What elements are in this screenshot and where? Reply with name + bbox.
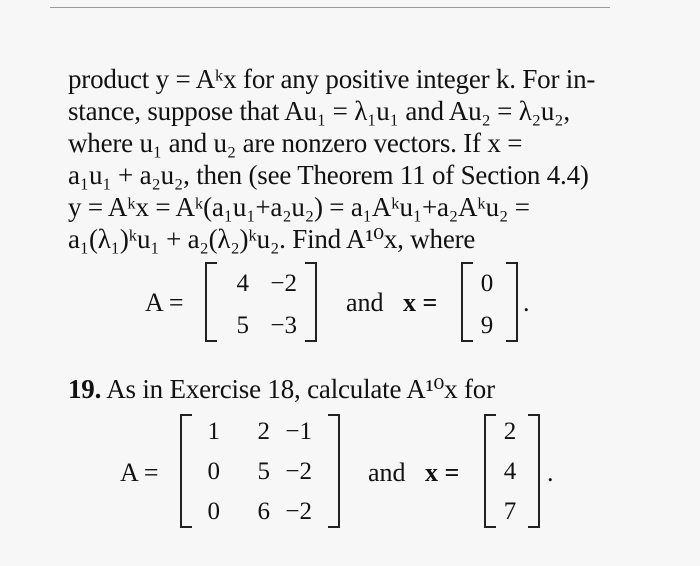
p19-vector-cell: 4: [503, 458, 517, 485]
p18-period: .: [523, 288, 530, 317]
p18-line-6: a₁(λ₁)ᵏu₁ + a₂(λ₂)ᵏu₂. Find A¹⁰x, where: [68, 224, 476, 254]
p19-vector-left-bracket: [484, 414, 496, 528]
top-divider: [50, 7, 610, 8]
p18-line-2: stance, suppose that Au₁ = λ₁u₁ and Au₂ = λ₂u₂,: [68, 96, 570, 126]
p18-matrix-cell: 5: [236, 312, 249, 339]
p18-vector-label: x =: [403, 288, 438, 317]
p19-vector-cell: 2: [503, 418, 517, 445]
p19-matrix-cell: 6: [257, 498, 270, 525]
p19-period: .: [547, 458, 554, 487]
exercise-number: 19.: [68, 374, 102, 404]
p18-matrix-cell: −2: [270, 270, 297, 297]
p18-line-5: y = Aᵏx = Aᵏ(a₁u₁+a₂u₂) = a₁Aᵏu₁+a₂Aᵏu₂ =: [68, 192, 530, 222]
p19-matrix-cell: 0: [207, 498, 220, 525]
p18-matrix-right-bracket: [305, 262, 317, 342]
p18-line-3: where u₁ and u₂ are nonzero vectors. If x =: [68, 128, 523, 158]
p18-matrix-cell: 4: [236, 270, 249, 297]
p19-matrix-label: A =: [120, 458, 159, 487]
p18-vector-right-bracket: [506, 262, 518, 342]
p19-and: and: [368, 458, 406, 487]
p19-matrix-cell: 1: [207, 418, 220, 445]
p18-matrix-left-bracket: [205, 262, 217, 342]
p19-text: As in Exercise 18, calculate A¹⁰x for: [106, 374, 495, 404]
p19-matrix-cell: −2: [285, 498, 312, 525]
p18-matrix-label: A =: [145, 288, 184, 317]
p19-heading: [68, 374, 495, 404]
p19-vector-cell: 7: [503, 498, 517, 525]
p19-matrix-cell: −1: [285, 418, 312, 445]
p18-vector-cell: 0: [480, 270, 494, 297]
p18-vector-cell: 9: [480, 312, 494, 339]
p18-matrix-cell: −3: [270, 312, 297, 339]
p19-vector-label: x =: [425, 458, 460, 487]
p19-vector-right-bracket: [528, 414, 540, 528]
p18-line-4: a₁u₁ + a₂u₂, then (see Theorem 11 of Section 4.4): [68, 160, 589, 190]
p19-matrix-cell: 2: [257, 418, 270, 445]
p19-matrix-cell: 5: [257, 458, 270, 485]
p18-line-1: product y = Aᵏx for any positive integer k. For in-: [68, 64, 596, 94]
p19-matrix-cell: −2: [285, 458, 312, 485]
p18-vector-left-bracket: [461, 262, 473, 342]
p18-and: and: [346, 288, 384, 317]
p19-matrix-left-bracket: [180, 414, 192, 528]
p19-matrix-cell: 0: [207, 458, 220, 485]
p19-matrix-right-bracket: [328, 414, 340, 528]
